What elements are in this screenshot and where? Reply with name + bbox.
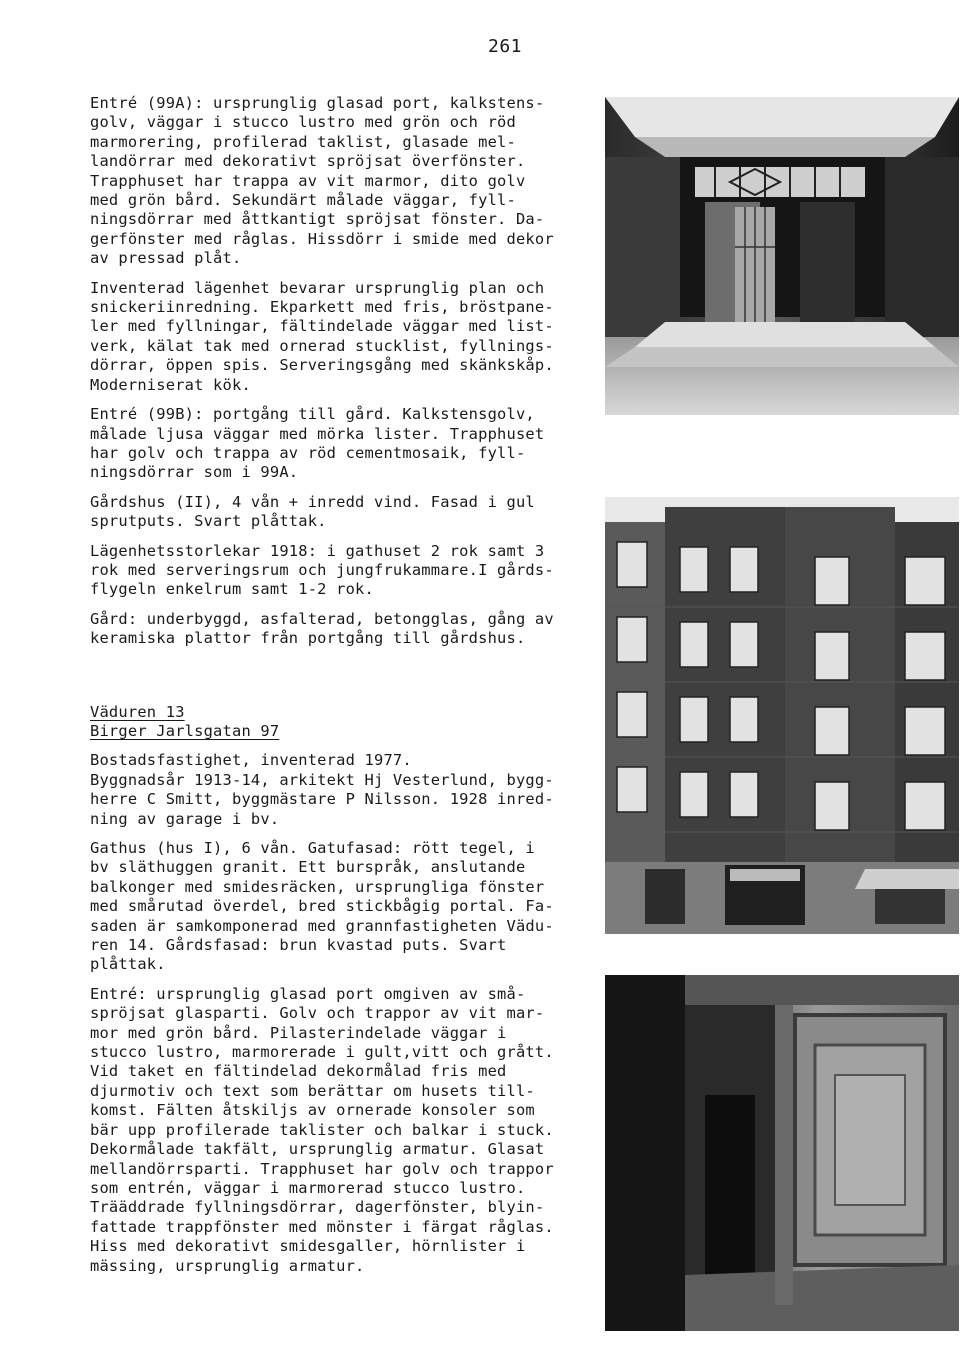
text-column (90, 94, 582, 1286)
text-line: verk, kälat tak med ornerad stucklist, fyllnings- (90, 336, 554, 355)
text-line: Gårdshus (II), 4 vån + inredd vind. Fasad i gul (90, 492, 535, 511)
text-line: som entrén, väggar i marmorerad stucco lustro. (90, 1178, 526, 1197)
text-line: djurmotiv och text som berättar om husets till- (90, 1081, 535, 1100)
text-line: Entré (99B): portgång till gård. Kalkstensgolv, (90, 405, 535, 424)
text-line: Bostadsfastighet, inventerad 1977. (90, 751, 412, 770)
text-line: ning av garage i bv. (90, 809, 280, 828)
text-line: ningsdörrar som i 99A. (90, 463, 299, 482)
text-line: plåttak. (90, 955, 166, 974)
text-line: saden är samkomponerad med grannfastigheten Vädu- (90, 916, 554, 935)
text-line: målade ljusa väggar med mörka lister. Trapphuset (90, 424, 545, 443)
text-line: Vid taket en fältindelad dekormålad fris med (90, 1062, 507, 1081)
text-line: Trapphuset har trappa av vit marmor, dito golv (90, 171, 526, 190)
paragraph-inventerad-lagenhet (90, 279, 582, 395)
text-line: Gathus (hus I), 6 vån. Gatufasad: rött tegel, i (90, 839, 535, 857)
text-line: dörrar, öppen spis. Serveringsgång med skänkskåp. (90, 356, 554, 375)
text-line: keramiska plattor från portgång till gårdshus. (90, 629, 526, 648)
text-line: mellandörrsparti. Trapphuset har golv och trappor (90, 1159, 554, 1178)
text-line: rok med serveringsrum och jungfrukammare.I gårds- (90, 560, 554, 579)
paragraph-gard (90, 610, 582, 649)
text-line: Moderniserat kök. (90, 375, 251, 394)
text-line: bär upp profilerade taklister och balkar i stuck. (90, 1120, 554, 1139)
text-line: sprutputs. Svart plåttak. (90, 512, 327, 531)
paragraph-entre-vaduren (90, 985, 582, 1276)
text-line: Trääddrade fyllningsdörrar, dagerfönster, blyin- (90, 1198, 545, 1217)
text-line: Entré: ursprunglig glasad port omgiven av små- (90, 984, 526, 1003)
section-heading (90, 703, 582, 742)
text-line: landörrar med dekorativt spröjsat överfönster. (90, 152, 526, 171)
paragraph-entre-99a (90, 94, 582, 269)
paragraphs-top (90, 94, 582, 649)
paragraph-lagenhetsstorlekar (90, 542, 582, 600)
text-line: golv, väggar i stucco lustro med grön och röd (90, 113, 516, 132)
text-line: mässing, ursprunglig armatur. (90, 1256, 365, 1275)
text-line: Inventerad lägenhet bevarar ursprunglig plan och (90, 278, 545, 297)
text-line: Lägenhetsstorlekar 1918: i gathuset 2 rok samt 3 (90, 541, 545, 560)
text-line: ler med fyllningar, fältindelade väggar med list- (90, 317, 554, 336)
text-line: Gård: underbyggd, asfalterad, betongglas, gång av (90, 609, 554, 628)
text-line: bv släthuggen granit. Ett burspråk, anslutande (90, 858, 526, 877)
text-line: gerfönster med råglas. Hissdörr i smide med dekor (90, 229, 554, 248)
page-number: 261 (488, 36, 523, 57)
entrance-hall-photo (605, 975, 959, 1331)
paragraph-gathus (90, 839, 582, 975)
paragraph-bostadsfastighet (90, 751, 582, 829)
text-line: flygeln enkelrum samt 1-2 rok. (90, 580, 374, 599)
text-line: komst. Fälten åtskiljs av ornerade konsoler som (90, 1101, 535, 1120)
text-line: balkonger med smidesräcken, ursprungliga fönster (90, 877, 545, 896)
property-address: Birger Jarlsgatan 97 (90, 721, 280, 740)
text-line: marmorering, profilerad taklist, glasade mel- (90, 132, 516, 151)
text-line: Dekormålade takfält, ursprunglig armatur. Glasat (90, 1140, 545, 1159)
text-line: Entré (99A): ursprunglig glasad port, kalkstens- (90, 94, 545, 112)
paragraph-entre-99b (90, 405, 582, 483)
property-name: Väduren 13 (90, 702, 185, 721)
facade-photo (605, 497, 959, 934)
text-line: fattade trappfönster med mönster i färgat råglas. (90, 1217, 554, 1236)
text-line: Byggnadsår 1913-14, arkitekt Hj Vesterlund, bygg- (90, 770, 554, 789)
text-line: med grön bård. Sekundärt målade väggar, fyll- (90, 191, 516, 210)
text-line: mor med grön bård. Pilasterindelade väggar i (90, 1023, 507, 1042)
text-line: snickeriinredning. Ekparkett med fris, bröstpane- (90, 298, 554, 317)
text-line: har golv och trappa av röd cementmosaik, fyll- (90, 443, 526, 462)
text-line: stucco lustro, marmorerade i gult,vitt och grått. (90, 1043, 554, 1062)
paragraphs-bottom (90, 751, 582, 1276)
text-line: Hiss med dekorativt smidesgaller, hörnlister i (90, 1237, 526, 1256)
text-line: ningsdörrar med åttkantigt spröjsat fönster. Da- (90, 210, 545, 229)
entrance-interior-photo (605, 97, 959, 415)
text-line: ren 14. Gårdsfasad: brun kvastad puts. Svart (90, 936, 507, 955)
paragraph-gardshus (90, 493, 582, 532)
text-line: med smårutad överdel, bred stickbågig portal. Fa- (90, 897, 554, 916)
text-line: spröjsat glasparti. Golv och trappor av vit mar- (90, 1004, 545, 1023)
text-line: herre C Smitt, byggmästare P Nilsson. 1928 inred- (90, 790, 554, 809)
text-line: av pressad plåt. (90, 249, 242, 268)
